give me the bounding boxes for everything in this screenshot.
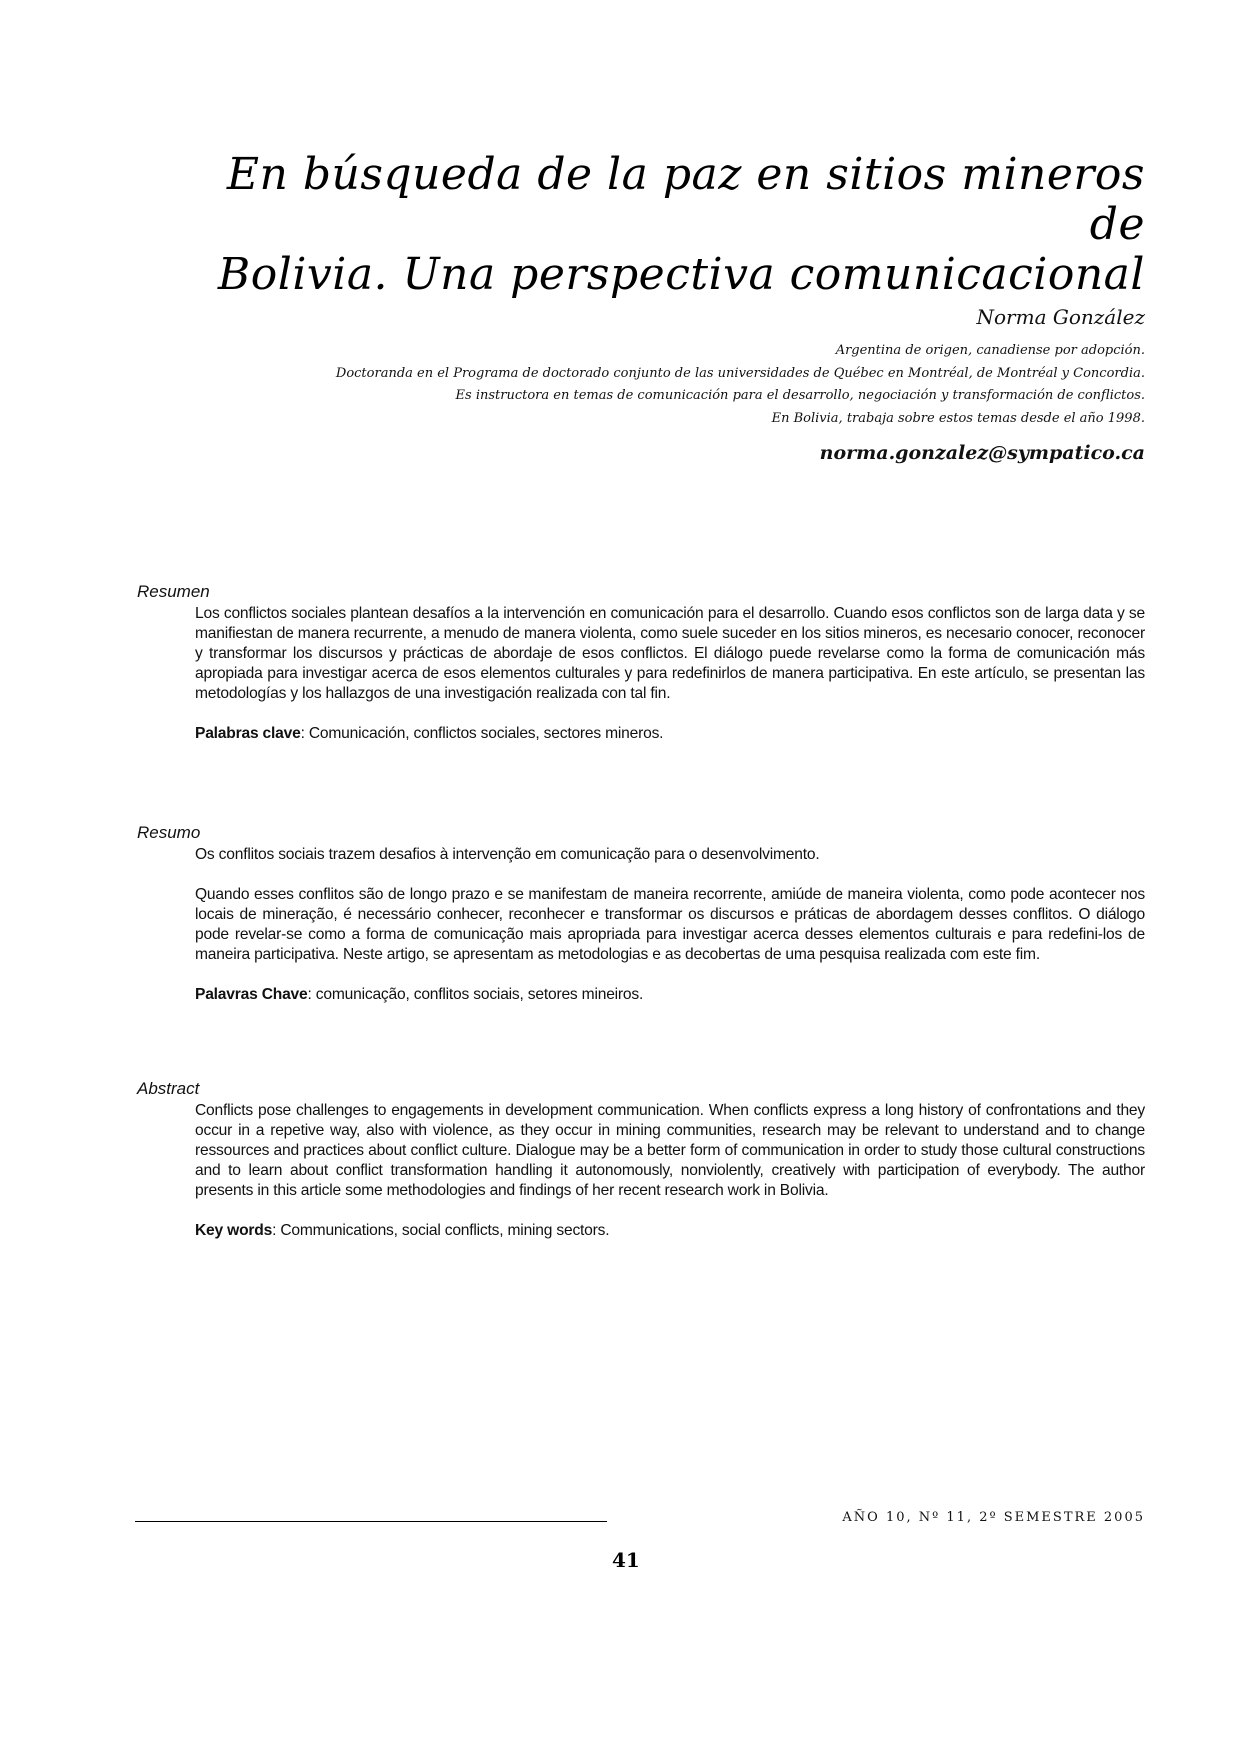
paragraph: Os conflitos sociais trazem desafios à intervenção em comunicação para o desenvolvimento. xyxy=(195,846,820,863)
section-resumo xyxy=(137,823,1145,1005)
author-affiliation-4: En Bolivia, trabaja sobre estos temas desde el año 1998. xyxy=(771,410,1145,426)
keywords-label: Palavras Chave xyxy=(195,986,308,1003)
section-body xyxy=(195,1101,1145,1241)
author-name: Norma González xyxy=(976,305,1145,329)
author-affiliation-2: Doctoranda en el Programa de doctorado conjunto de las universidades de Québec en Montréal, de Montréal y Concordia. xyxy=(335,365,1145,381)
keywords-text: : Comunicación, conflictos sociales, sectores mineros. xyxy=(300,725,664,742)
title-line-1: En búsqueda de la paz en sitios mineros de xyxy=(226,149,1145,250)
keywords xyxy=(195,1221,1145,1241)
section-resumen xyxy=(137,582,1145,744)
keywords xyxy=(195,985,1145,1005)
author-email[interactable]: norma.gonzalez@sympatico.ca xyxy=(819,442,1145,464)
section-body xyxy=(195,845,1145,1005)
section-abstract xyxy=(137,1079,1145,1241)
paragraph: Los conflictos sociales plantean desafíos a la intervención en comunicación para el desarrollo. Cuando esos conflictos son de larga data y se manifiestan de manera recurrente, a menudo de manera violenta, como suele suceder en los sitios mineros, es necesario conocer, reconocer y transformar los discursos y prácticas de abordaje de esos conflictos. El diálogo puede revelarse como la forma de comunicación más apropiada para investigar acerca de esos elementos culturales y para redefinirlos de manera participativa. En este artículo, se presentan las metodologías y los hallazgos de una investigación realizada con tal fin. xyxy=(195,605,1145,702)
keywords-label: Key words xyxy=(195,1222,273,1239)
author-affiliation-1: Argentina de origen, canadiense por adopción. xyxy=(835,343,1145,358)
section-label: Resumo xyxy=(137,823,201,842)
section-label: Abstract xyxy=(137,1079,200,1098)
author-affiliation-3: Es instructora en temas de comunicación para el desarrollo, negociación y transformación de conflictos. xyxy=(455,388,1145,403)
keywords xyxy=(195,724,1145,744)
page-number: 41 xyxy=(612,1548,640,1572)
paragraph: Conflicts pose challenges to engagements in development communication. When conflicts express a long history of confrontations and they occur in a repetive way, also with violence, as they occur in mining communities, research may be relevant to understand and to change ressources and practices about conflict culture. Dialogue may be a better form of communication in order to study those cultural constructions and to learn about conflict transformation handling it autonomously, nonviolently, creatively with participation of everybody. The author presents in this article some methodologies and findings of her recent research work in Bolivia. xyxy=(195,1102,1145,1199)
footer-issue: AÑO 10, Nº 11, 2º SEMESTRE 2005 xyxy=(842,1510,1145,1525)
keywords-text: : comunicação, conflitos sociais, setores mineiros. xyxy=(307,986,644,1003)
footer-rule xyxy=(135,1521,607,1522)
author-block xyxy=(336,302,1145,468)
article-title xyxy=(200,150,1145,300)
paragraph: Quando esses conflitos são de longo prazo e se manifestam de maneira recorrente, amiúde de maneira violenta, como pode acontecer nos locais de mineração, é necessário conhecer, reconhecer e transformar os discursos e práticas de abordagem desses conflitos. O diálogo pode revelar-se como a forma de comunicação mais apropriada para investigar acerca desses elementos culturais e para redefini-los de maneira participativa. Neste artigo, se apresentam as metodologias e as decobertas de uma pesquisa realizada com este fim. xyxy=(195,886,1145,963)
section-body xyxy=(195,604,1145,744)
keywords-text: : Communications, social conflicts, mining sectors. xyxy=(272,1222,610,1239)
section-label: Resumen xyxy=(137,582,210,601)
title-line-2: Bolivia. Una perspectiva comunicacional xyxy=(217,249,1145,300)
keywords-label: Palabras clave xyxy=(195,725,301,742)
